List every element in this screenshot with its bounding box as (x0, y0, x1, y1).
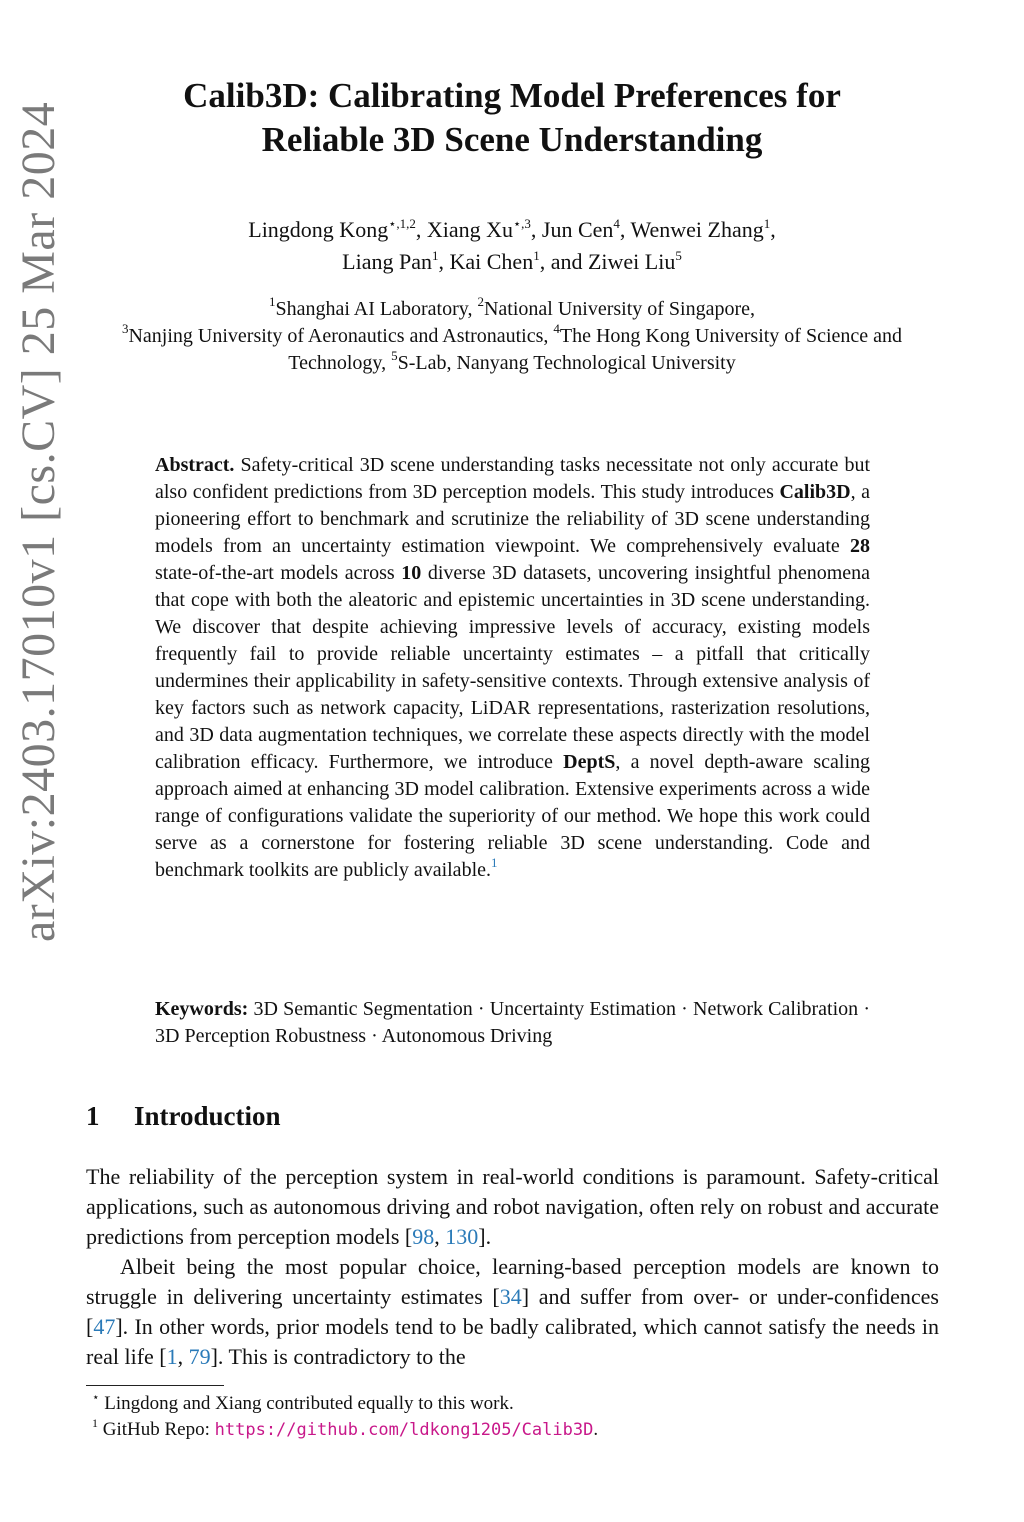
affiliation-line-1 (80, 296, 944, 323)
author-name: Xiang Xu (426, 217, 513, 242)
github-repo-link[interactable]: https://github.com/ldkong1205/Calib3D (214, 1420, 594, 1440)
paper-title (100, 74, 924, 162)
citation-separator: , (177, 1344, 189, 1369)
paragraph-text: Albeit being the most popular choice, learning-based perception models are known to struggle in delivering uncertainty estimates [ (86, 1254, 939, 1309)
author-line-2: Liang Pan$^1$, Kai Chen$^1$, and Ziwei Liu$^5$ (342, 248, 682, 274)
abstract-label: Abstract. (155, 454, 235, 476)
affiliation-name: National University of Singapore, (483, 298, 756, 320)
keywords-text: 3D Semantic Segmentation · Uncertainty Estimation · Network Calibration · 3D Perception Robustness · Autonomous Driving (155, 998, 871, 1047)
citation-link[interactable]: 47 (93, 1314, 116, 1339)
citation-separator: , (434, 1224, 446, 1249)
abstract-bold-term: 10 (401, 562, 422, 584)
citation-link[interactable]: 34 (499, 1284, 522, 1309)
footnote-mark: 1 (92, 1416, 98, 1430)
affiliation-line-2 (80, 323, 944, 377)
keywords-label: Keywords: (155, 998, 249, 1020)
affiliation-mark: 3 (121, 321, 129, 336)
arxiv-identifier-stamp: arXiv:2403.17010v1 [cs.CV] 25 Mar 2024 (12, 101, 65, 942)
abstract-text: , a pioneering effort to benchmark and scrutinize the reliability of 3D scene understanding models from an uncertainty estimation viewpoint. We comprehensively evaluate (155, 481, 870, 557)
author-affiliation-mark: 5 (675, 248, 682, 263)
footnote-mark: ⋆ (92, 1390, 100, 1404)
title-line-2: Reliable 3D Scene Understanding (261, 120, 763, 159)
footnote-github-repo (86, 1417, 939, 1443)
footnote-link[interactable]: 1 (491, 855, 498, 870)
affiliation-name: S-Lab, Nanyang Technological University (397, 352, 736, 374)
footnotes (86, 1391, 939, 1443)
author-list (110, 214, 914, 278)
author-affiliation-mark: 4 (613, 216, 620, 231)
footnote-end: . (593, 1419, 599, 1440)
affiliation-name: The Hong Kong University of Science and Technology, (288, 325, 903, 374)
affiliation-mark: 4 (553, 321, 560, 336)
author-affiliation-mark: 1 (763, 216, 771, 231)
author-affiliation-mark: ⋆,1,2 (388, 216, 416, 231)
author-affiliation-mark: 1 (533, 248, 540, 263)
keywords (155, 996, 870, 1050)
citation-link[interactable]: 130 (445, 1224, 479, 1249)
author-name: Kai Chen (449, 249, 534, 274)
citation-link[interactable]: 98 (412, 1224, 435, 1249)
abstract-text: diverse 3D datasets, uncovering insightful phenomena that cope with both the aleatoric and epistemic uncertainties in 3D scene understanding. We discover that despite achieving impressive levels of accuracy, existing models frequently fail to provide reliable uncertainty estimates – a pitfall that critically undermines their applicability in safety-sensitive contexts. Through extensive analysis of key factors such as network capacity, LiDAR representations, rasterization resolutions, and 3D data augmentation techniques, we correlate these aspects directly with the model calibration efficacy. Furthermore, we introduce (155, 562, 871, 773)
paragraph-text: ]. This is contradictory to the (210, 1344, 466, 1369)
abstract-text: Safety-critical 3D scene understanding tasks necessitate not only accurate but also confident predictions from 3D perception models. This study introduces (155, 454, 870, 503)
author-line-1: Lingdong Kong$^{⋆,1,2}$, Xiang $Xu^{⋆,3}$, Jun Cen$^4$, Wenwei Zhang$^1$, (248, 216, 776, 242)
paragraph-text: ]. (478, 1224, 492, 1249)
abstract-bold-term: DeptS (563, 751, 616, 773)
citation-link[interactable]: 1 (166, 1344, 178, 1369)
author-name: Ziwei Liu (587, 249, 676, 274)
footnote-equal-contribution (86, 1391, 939, 1417)
author-conjunction: and (550, 249, 583, 274)
footnote-text: Lingdong and Xiang contributed equally to this work. (104, 1393, 514, 1414)
citation-link[interactable]: 79 (188, 1344, 211, 1369)
footnote-label: GitHub Repo: (102, 1419, 210, 1440)
abstract-text: , a novel depth-aware scaling approach aimed at enhancing 3D model calibration. Extensive experiments across a wide range of configurations validate the superiority of our method. We hope this work could serve as a cornerstone for fostering reliable 3D scene understanding. Code and benchmark toolkits are publicly available. (155, 751, 871, 881)
abstract (155, 452, 870, 884)
footnote-divider (86, 1385, 224, 1386)
abstract-bold-term: Calib3D (779, 481, 851, 503)
author-name: Liang Pan (342, 249, 432, 274)
paragraph-text: ] and suffer from over- or under-confidences [ (86, 1284, 939, 1339)
section-title: Introduction (134, 1101, 281, 1131)
affiliation-list (80, 296, 944, 377)
author-name: Lingdong Kong (248, 217, 389, 242)
paragraph-text: ]. In other words, prior models tend to be badly calibrated, which cannot satisfy the needs in real life [ (86, 1314, 939, 1369)
affiliation-mark: 5 (391, 348, 398, 363)
abstract-bold-term: 28 (850, 535, 870, 557)
abstract-text: state-of-the-art models across (155, 562, 395, 584)
paragraph (86, 1252, 939, 1372)
paragraph-text: The reliability of the perception system in real-world conditions is paramount. Safety-critical applications, such as autonomous driving and robot navigation, often rely on robust and accurate predictions from perception models [ (86, 1164, 939, 1249)
affiliation-mark: 1 (268, 294, 276, 309)
affiliation-name: Nanjing University of Aeronautics and Astronautics, (128, 325, 549, 347)
author-affiliation-mark: ⋆,3 (513, 216, 531, 231)
author-affiliation-mark: 1 (431, 248, 439, 263)
title-line-1: Calib3D: Calibrating Model Preferences for (183, 76, 841, 115)
affiliation-name: Shanghai AI Laboratory, (275, 298, 473, 320)
affiliation-mark: 2 (477, 294, 484, 309)
section-heading-introduction (86, 1096, 281, 1136)
introduction-body (86, 1162, 939, 1372)
paragraph (86, 1162, 939, 1252)
section-number: 1 (86, 1101, 100, 1131)
author-name: Wenwei Zhang (630, 217, 764, 242)
author-name: Jun Cen (541, 217, 614, 242)
